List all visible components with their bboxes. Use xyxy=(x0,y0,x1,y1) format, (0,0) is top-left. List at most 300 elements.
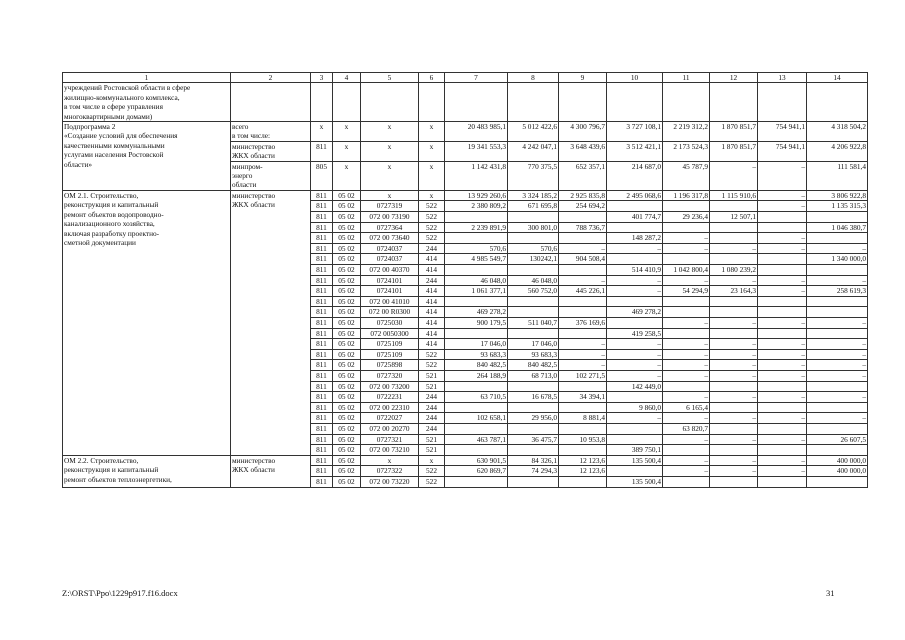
value-cell xyxy=(807,423,868,434)
code-cell: 811 xyxy=(311,243,333,254)
code-cell: 522 xyxy=(419,212,445,223)
empty-cell xyxy=(419,83,445,122)
value-cell: – xyxy=(559,349,607,360)
value-cell xyxy=(710,445,758,456)
measure-title-line: ОМ 2.1. Строительство, xyxy=(64,190,139,200)
empty-cell xyxy=(758,83,807,122)
value-cell: 2 219 312,2 xyxy=(663,122,710,142)
value-cell: 401 774,7 xyxy=(607,212,663,223)
value-cell: 900 179,5 xyxy=(445,318,508,329)
value-cell: 16 678,5 xyxy=(508,392,559,403)
empty-cell xyxy=(663,83,710,122)
value-cell: 8 881,4 xyxy=(559,413,607,424)
column-header: 11 xyxy=(663,73,710,83)
code-cell: 522 xyxy=(419,222,445,233)
code-cell: 414 xyxy=(419,254,445,265)
value-cell: – xyxy=(710,392,758,403)
value-cell: 63 820,7 xyxy=(663,423,710,434)
value-cell: – xyxy=(663,360,710,371)
code-cell: 0725030 xyxy=(361,318,419,329)
executor-cell-line: министерство xyxy=(232,190,276,200)
value-cell: 3 727 108,1 xyxy=(607,122,663,142)
executor-cell-line: в том числе: xyxy=(232,131,271,141)
value-cell: – xyxy=(607,243,663,254)
value-cell xyxy=(559,423,607,434)
code-cell: 811 xyxy=(311,265,333,276)
page-number: 31 xyxy=(826,588,835,598)
code-cell: 05 02 xyxy=(333,423,361,434)
value-cell: – xyxy=(758,392,807,403)
value-cell xyxy=(758,381,807,392)
subprogram-title xyxy=(63,122,231,191)
value-cell: 652 357,1 xyxy=(559,161,607,190)
value-cell xyxy=(663,381,710,392)
code-cell: 05 02 xyxy=(333,243,361,254)
empty-cell xyxy=(508,83,559,122)
value-cell: – xyxy=(758,161,807,190)
value-cell: – xyxy=(758,413,807,424)
code-cell: 0727319 xyxy=(361,201,419,212)
value-cell: 754 941,1 xyxy=(758,122,807,142)
table-row xyxy=(63,190,868,201)
value-cell: – xyxy=(758,233,807,244)
value-cell: 2 380 809,2 xyxy=(445,201,508,212)
value-cell: 23 164,3 xyxy=(710,286,758,297)
value-cell xyxy=(710,307,758,318)
value-cell xyxy=(710,402,758,413)
value-cell: 93 683,3 xyxy=(508,349,559,360)
value-cell: 419 258,5 xyxy=(607,328,663,339)
value-cell: 1 870 851,7 xyxy=(710,141,758,161)
value-cell xyxy=(758,222,807,233)
value-cell: 2 925 835,8 xyxy=(559,190,607,201)
value-cell xyxy=(559,296,607,307)
code-cell: 0725109 xyxy=(361,339,419,350)
value-cell: 1 135 315,3 xyxy=(807,201,868,212)
value-cell: 3 648 439,6 xyxy=(559,141,607,161)
value-cell: 26 607,5 xyxy=(807,434,868,445)
continuation-text xyxy=(63,83,231,122)
code-cell: 072 00 73640 xyxy=(361,233,419,244)
value-cell: – xyxy=(758,434,807,445)
value-cell: – xyxy=(663,349,710,360)
code-cell: 05 02 xyxy=(333,201,361,212)
code-cell: 072 00 22310 xyxy=(361,402,419,413)
value-cell: 102 271,5 xyxy=(559,370,607,381)
code-cell: 811 xyxy=(311,328,333,339)
code-cell: 0724101 xyxy=(361,275,419,286)
value-cell: 671 695,8 xyxy=(508,201,559,212)
value-cell xyxy=(607,254,663,265)
value-cell xyxy=(807,381,868,392)
value-cell xyxy=(445,423,508,434)
value-cell: 54 294,9 xyxy=(663,286,710,297)
value-cell xyxy=(508,307,559,318)
value-cell: – xyxy=(710,349,758,360)
value-cell: 1 046 380,7 xyxy=(807,222,868,233)
value-cell: – xyxy=(607,275,663,286)
value-cell: 17 046,0 xyxy=(445,339,508,350)
subprogram-title-line: «Создание условий для обеспечения xyxy=(64,131,178,141)
value-cell: 17 046,0 xyxy=(508,339,559,350)
value-cell xyxy=(445,296,508,307)
code-cell: 05 02 xyxy=(333,476,361,487)
value-cell: – xyxy=(710,360,758,371)
value-cell: – xyxy=(710,318,758,329)
value-cell xyxy=(559,381,607,392)
code-cell: 811 xyxy=(311,212,333,223)
column-header: 6 xyxy=(419,73,445,83)
code-cell: 05 02 xyxy=(333,413,361,424)
code-cell: 522 xyxy=(419,360,445,371)
value-cell: 2 495 068,6 xyxy=(607,190,663,201)
code-cell: 05 02 xyxy=(333,466,361,477)
value-cell: 445 226,1 xyxy=(559,286,607,297)
code-cell: 521 xyxy=(419,445,445,456)
executor-cell-line: энерго xyxy=(232,171,253,181)
code-cell: 811 xyxy=(311,455,333,466)
value-cell xyxy=(710,328,758,339)
value-cell: 4 206 922,8 xyxy=(807,141,868,161)
code-cell: 811 xyxy=(311,360,333,371)
executor-cell xyxy=(231,190,311,455)
value-cell: 93 683,3 xyxy=(445,349,508,360)
code-cell: 811 xyxy=(311,445,333,456)
value-cell xyxy=(607,222,663,233)
value-cell: 469 278,2 xyxy=(607,307,663,318)
value-cell xyxy=(758,212,807,223)
value-cell: – xyxy=(607,370,663,381)
code-cell: 521 xyxy=(419,381,445,392)
value-cell: – xyxy=(758,339,807,350)
value-cell xyxy=(445,265,508,276)
value-cell: – xyxy=(710,466,758,477)
value-cell: – xyxy=(710,434,758,445)
value-cell: 142 449,0 xyxy=(607,381,663,392)
value-cell: – xyxy=(663,233,710,244)
value-cell xyxy=(559,233,607,244)
value-cell: – xyxy=(758,275,807,286)
value-cell: 254 694,2 xyxy=(559,201,607,212)
value-cell: – xyxy=(710,370,758,381)
value-cell: – xyxy=(559,275,607,286)
code-cell: 244 xyxy=(419,413,445,424)
code-cell: 811 xyxy=(311,318,333,329)
code-cell: 05 02 xyxy=(333,265,361,276)
value-cell xyxy=(710,233,758,244)
code-cell: 05 02 xyxy=(333,434,361,445)
value-cell: – xyxy=(807,275,868,286)
value-cell: 84 326,1 xyxy=(508,455,559,466)
code-cell: 811 xyxy=(311,222,333,233)
code-cell: 05 02 xyxy=(333,370,361,381)
value-cell: 469 278,2 xyxy=(445,307,508,318)
code-cell: 414 xyxy=(419,339,445,350)
value-cell: – xyxy=(758,370,807,381)
code-cell: 811 xyxy=(311,349,333,360)
value-cell: 36 475,7 xyxy=(508,434,559,445)
value-cell: – xyxy=(710,275,758,286)
code-cell: 414 xyxy=(419,286,445,297)
value-cell xyxy=(663,201,710,212)
value-cell: – xyxy=(758,360,807,371)
code-cell: 072 00 41010 xyxy=(361,296,419,307)
value-cell xyxy=(607,434,663,445)
code-cell: х xyxy=(419,161,445,190)
code-cell: 811 xyxy=(311,233,333,244)
empty-cell xyxy=(710,83,758,122)
value-cell xyxy=(559,402,607,413)
code-cell: 05 02 xyxy=(333,286,361,297)
code-cell: 244 xyxy=(419,423,445,434)
code-cell: 522 xyxy=(419,201,445,212)
value-cell xyxy=(710,254,758,265)
value-cell: 6 165,4 xyxy=(663,402,710,413)
code-cell: 522 xyxy=(419,349,445,360)
measure-title xyxy=(63,190,231,455)
code-cell: 811 xyxy=(311,296,333,307)
value-cell: – xyxy=(710,243,758,254)
code-cell: х xyxy=(361,190,419,201)
code-cell: 0727321 xyxy=(361,434,419,445)
code-cell: х xyxy=(361,141,419,161)
value-cell: – xyxy=(607,286,663,297)
value-cell: 12 123,6 xyxy=(559,466,607,477)
value-cell xyxy=(559,265,607,276)
column-header: 13 xyxy=(758,73,807,83)
value-cell xyxy=(508,212,559,223)
code-cell: 072 00 73190 xyxy=(361,212,419,223)
value-cell: 4 318 504,2 xyxy=(807,122,868,142)
code-cell: х xyxy=(419,190,445,201)
value-cell xyxy=(758,328,807,339)
value-cell: 29 236,4 xyxy=(663,212,710,223)
value-cell: 29 956,0 xyxy=(508,413,559,424)
code-cell: 0725898 xyxy=(361,360,419,371)
header-row xyxy=(63,73,868,83)
value-cell: 400 000,0 xyxy=(807,466,868,477)
value-cell xyxy=(559,307,607,318)
value-cell xyxy=(508,423,559,434)
value-cell: 135 500,4 xyxy=(607,455,663,466)
code-cell: 811 xyxy=(311,392,333,403)
code-cell: 0724101 xyxy=(361,286,419,297)
value-cell: 46 048,0 xyxy=(445,275,508,286)
value-cell xyxy=(663,254,710,265)
column-header: 4 xyxy=(333,73,361,83)
code-cell: 072 00 40370 xyxy=(361,265,419,276)
code-cell: 811 xyxy=(311,286,333,297)
value-cell xyxy=(758,265,807,276)
continuation-text-line: многоквартирными домами) xyxy=(64,111,153,121)
code-cell: х xyxy=(419,455,445,466)
code-cell: 05 02 xyxy=(333,445,361,456)
code-cell: 244 xyxy=(419,275,445,286)
value-cell xyxy=(445,233,508,244)
value-cell xyxy=(607,296,663,307)
subprogram-title-line: Подпрограмма 2 xyxy=(64,122,116,132)
value-cell: 3 806 922,8 xyxy=(807,190,868,201)
code-cell: 05 02 xyxy=(333,307,361,318)
value-cell: 511 040,7 xyxy=(508,318,559,329)
value-cell xyxy=(710,423,758,434)
code-cell: 522 xyxy=(419,233,445,244)
value-cell: – xyxy=(807,339,868,350)
code-cell: 811 xyxy=(311,275,333,286)
code-cell: 244 xyxy=(419,402,445,413)
value-cell: – xyxy=(758,318,807,329)
measure-title-line: ремонт объектов теплоэнергетики, xyxy=(64,474,172,484)
table-row xyxy=(63,455,868,466)
value-cell: 102 658,1 xyxy=(445,413,508,424)
continuation-text-line: жилищно-коммунального комплекса, xyxy=(64,92,180,102)
value-cell: – xyxy=(758,466,807,477)
value-cell xyxy=(710,296,758,307)
code-cell: 05 02 xyxy=(333,402,361,413)
empty-cell xyxy=(807,83,868,122)
value-cell xyxy=(663,328,710,339)
subprogram-title-line: области» xyxy=(64,159,93,169)
executor-cell-line: всего xyxy=(232,122,249,132)
code-cell: х xyxy=(333,122,361,142)
value-cell xyxy=(758,423,807,434)
value-cell xyxy=(807,296,868,307)
value-cell: 9 860,0 xyxy=(607,402,663,413)
executor-cell xyxy=(231,161,311,190)
value-cell xyxy=(807,233,868,244)
value-cell: 111 581,4 xyxy=(807,161,868,190)
value-cell: 754 941,1 xyxy=(758,141,807,161)
code-cell: х xyxy=(333,141,361,161)
value-cell: 1 340 000,0 xyxy=(807,254,868,265)
value-cell: 13 929 260,6 xyxy=(445,190,508,201)
code-cell: 05 02 xyxy=(333,455,361,466)
value-cell xyxy=(758,476,807,487)
empty-cell xyxy=(607,83,663,122)
value-cell: 46 048,0 xyxy=(508,275,559,286)
value-cell: – xyxy=(710,455,758,466)
value-cell: – xyxy=(758,349,807,360)
column-header: 10 xyxy=(607,73,663,83)
code-cell: х xyxy=(419,122,445,142)
code-cell: х xyxy=(361,455,419,466)
value-cell: – xyxy=(807,318,868,329)
code-cell: 414 xyxy=(419,296,445,307)
value-cell: – xyxy=(663,466,710,477)
value-cell: 1 115 910,6 xyxy=(710,190,758,201)
value-cell xyxy=(807,445,868,456)
value-cell: 20 483 985,1 xyxy=(445,122,508,142)
value-cell: 560 752,0 xyxy=(508,286,559,297)
value-cell: – xyxy=(559,360,607,371)
code-cell: 811 xyxy=(311,381,333,392)
code-cell: 811 xyxy=(311,190,333,201)
value-cell xyxy=(807,328,868,339)
value-cell: – xyxy=(807,392,868,403)
empty-cell xyxy=(445,83,508,122)
budget-table-page xyxy=(62,72,866,488)
value-cell: – xyxy=(663,455,710,466)
value-cell: 630 901,5 xyxy=(445,455,508,466)
value-cell xyxy=(508,445,559,456)
column-header: 14 xyxy=(807,73,868,83)
value-cell: 300 801,0 xyxy=(508,222,559,233)
value-cell: – xyxy=(758,286,807,297)
code-cell: 811 xyxy=(311,141,333,161)
value-cell: – xyxy=(663,339,710,350)
value-cell: – xyxy=(607,349,663,360)
code-cell: 414 xyxy=(419,307,445,318)
executor-cell-line: министерство xyxy=(232,141,276,151)
column-header: 1 xyxy=(63,73,231,83)
code-cell: 05 02 xyxy=(333,296,361,307)
value-cell xyxy=(508,328,559,339)
code-cell: х xyxy=(361,161,419,190)
code-cell: 0722027 xyxy=(361,413,419,424)
value-cell: 68 713,0 xyxy=(508,370,559,381)
value-cell xyxy=(663,296,710,307)
value-cell: – xyxy=(710,161,758,190)
measure-title-line: сметной документации xyxy=(64,237,136,247)
value-cell xyxy=(663,307,710,318)
value-cell: 74 294,3 xyxy=(508,466,559,477)
value-cell: – xyxy=(663,370,710,381)
value-cell: – xyxy=(663,275,710,286)
code-cell: 072 00 73200 xyxy=(361,381,419,392)
code-cell: 05 02 xyxy=(333,339,361,350)
value-cell: – xyxy=(758,201,807,212)
code-cell: 414 xyxy=(419,318,445,329)
code-cell: 072 0050300 xyxy=(361,328,419,339)
value-cell xyxy=(559,212,607,223)
measure-title-line: реконструкция и капитальный xyxy=(64,200,159,210)
value-cell: – xyxy=(559,243,607,254)
table-row xyxy=(63,122,868,142)
code-cell: 521 xyxy=(419,370,445,381)
code-cell: 521 xyxy=(419,434,445,445)
value-cell: 4 242 047,1 xyxy=(508,141,559,161)
value-cell xyxy=(607,423,663,434)
value-cell: 376 169,6 xyxy=(559,318,607,329)
value-cell xyxy=(663,445,710,456)
value-cell xyxy=(663,476,710,487)
value-cell xyxy=(807,307,868,318)
value-cell xyxy=(710,201,758,212)
measure-title-line: канализационного хозяйства, xyxy=(64,219,155,229)
value-cell: 130242,1 xyxy=(508,254,559,265)
value-cell xyxy=(445,212,508,223)
code-cell: 072 00 R0300 xyxy=(361,307,419,318)
value-cell: 214 687,0 xyxy=(607,161,663,190)
value-cell: – xyxy=(559,339,607,350)
value-cell: – xyxy=(663,318,710,329)
value-cell: 770 375,5 xyxy=(508,161,559,190)
value-cell: 389 750,1 xyxy=(607,445,663,456)
value-cell xyxy=(508,402,559,413)
code-cell: 05 02 xyxy=(333,254,361,265)
measure-title-line: реконструкция и капитальный xyxy=(64,465,159,475)
executor-cell-line: министерство xyxy=(232,455,276,465)
value-cell: 514 410,9 xyxy=(607,265,663,276)
code-cell: 811 xyxy=(311,370,333,381)
value-cell: – xyxy=(710,413,758,424)
value-cell xyxy=(710,381,758,392)
code-cell: х xyxy=(361,122,419,142)
code-cell: 05 02 xyxy=(333,392,361,403)
executor-cell-line: ЖКХ области xyxy=(232,465,275,475)
code-cell: 05 02 xyxy=(333,233,361,244)
value-cell: 840 482,5 xyxy=(445,360,508,371)
